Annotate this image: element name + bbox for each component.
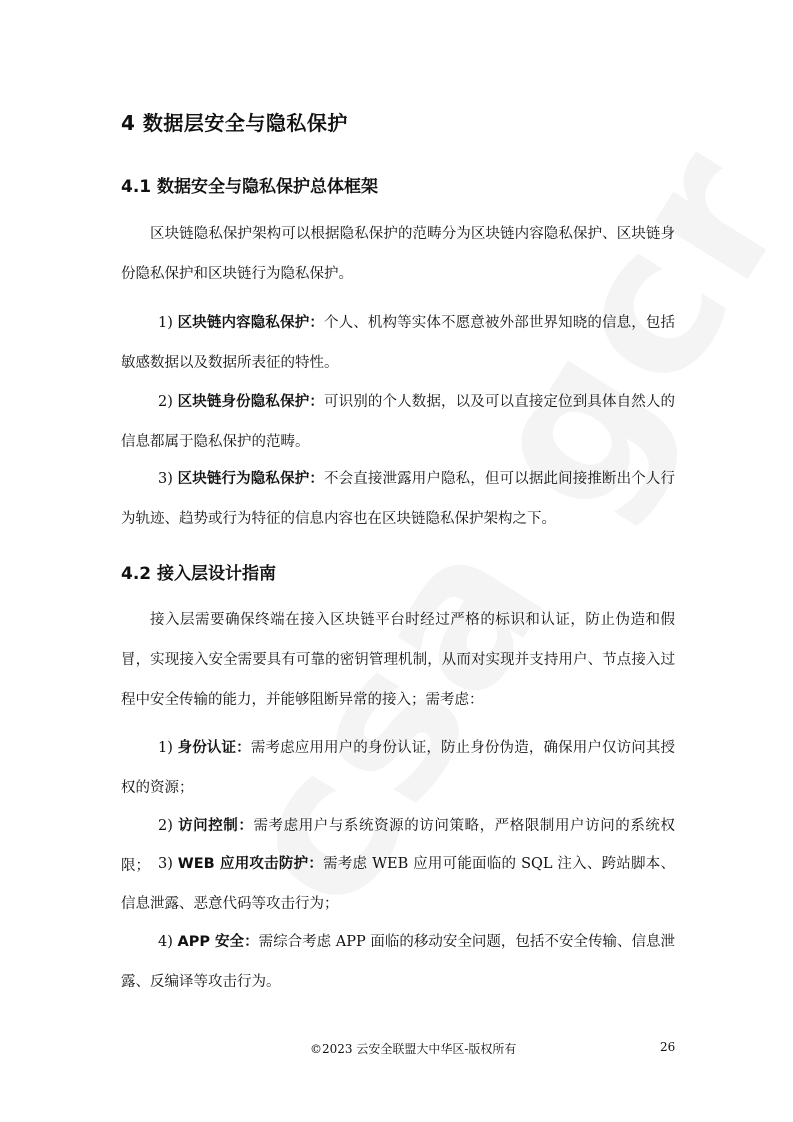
item-number: 3) <box>158 471 173 487</box>
list-item <box>121 303 675 383</box>
item-text: 需综合考虑 APP 面临的移动安全问题，包括不安全传输、信息泄露、反编译等攻击行为。 <box>121 934 676 990</box>
section-4-1-title: 4.1 数据安全与隐私保护总体框架 <box>121 177 379 197</box>
item-number: 3) <box>158 856 173 872</box>
item-label: 区块链身份隐私保护： <box>177 394 324 410</box>
item-number: 2) <box>158 394 173 410</box>
list-item <box>121 922 675 1002</box>
item-text: 不会直接泄露用户隐私，但可以据此间接推断出个人行为轨迹、趋势或行为特征的信息内容也在区块链隐私保护架构之下。 <box>121 471 676 527</box>
list-item <box>121 844 675 924</box>
item-label: WEB 应用攻击防护： <box>177 856 324 872</box>
section-4-1-intro: 区块链隐私保护架构可以根据隐私保护的范畴分为区块链内容隐私保护、区块链身份隐私保护和区块链行为隐私保护。 <box>121 226 675 282</box>
item-number: 2) <box>158 818 173 834</box>
page-number: 26 <box>660 1040 676 1054</box>
item-label: 区块链内容隐私保护： <box>177 315 324 331</box>
footer-copyright: ©2023 云安全联盟大中华区-版权所有 <box>310 1042 517 1056</box>
item-text: 可识别的个人数据，以及可以直接定位到具体自然人的信息都属于隐私保护的范畴。 <box>121 394 676 450</box>
item-label: APP 安全： <box>177 934 259 950</box>
item-number: 1) <box>158 740 173 756</box>
section-4-2-title: 4.2 接入层设计指南 <box>121 564 277 584</box>
list-item <box>121 459 675 539</box>
item-text: 个人、机构等实体不愿意被外部世界知晓的信息，包括敏感数据以及数据所表征的特性。 <box>121 315 676 371</box>
item-number: 1) <box>158 315 173 331</box>
list-item <box>121 382 675 462</box>
item-label: 访问控制： <box>178 818 254 834</box>
list-item <box>121 728 675 808</box>
item-text: 需考虑用户与系统资源的访问策略，严格限制用户访问的系统权限； <box>121 818 676 874</box>
item-label: 身份认证： <box>177 740 251 756</box>
section-4-2-intro: 接入层需要确保终端在接入区块链平台时经过严格的标识和认证，防止伪造和假冒，实现接入安全需要具有可靠的密钥管理机制，从而对实现并支持用户、节点接入过程中安全传输的能力，并能够阻断异常的接入；需考虑： <box>121 612 675 708</box>
item-number: 4) <box>158 934 173 950</box>
item-text: 需考虑应用用户的身份认证，防止身份伪造，确保用户仅访问其授权的资源； <box>121 740 676 796</box>
chapter-heading: 4 数据层安全与隐私保护 <box>121 111 348 135</box>
item-text: 需考虑 WEB 应用可能面临的 SQL 注入、跨站脚本、信息泄露、恶意代码等攻击行为； <box>121 856 676 912</box>
item-label: 区块链行为隐私保护： <box>177 471 324 487</box>
